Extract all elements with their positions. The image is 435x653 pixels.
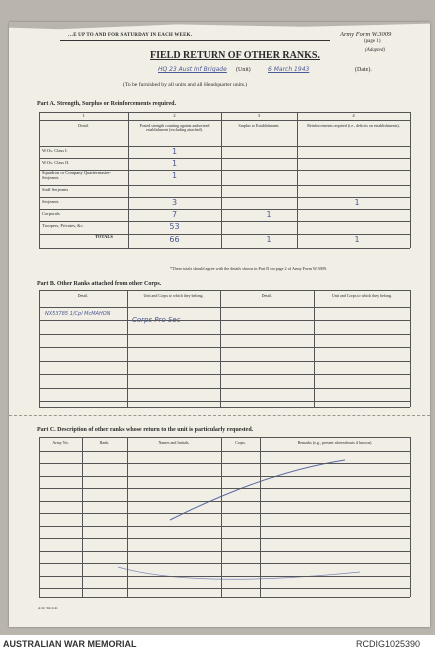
unit-label: (Unit) bbox=[236, 67, 251, 73]
part-b-col-header: Detail. bbox=[261, 293, 273, 298]
surplus-value: 1 bbox=[266, 210, 272, 219]
part-c-row-rule bbox=[39, 526, 410, 527]
part-c-row-rule bbox=[39, 563, 410, 564]
part-b-col-header: Unit and Corps to which they belong. bbox=[331, 293, 393, 298]
posted-strength-value: 53 bbox=[169, 222, 180, 231]
part-a-col-number: 4 bbox=[352, 113, 355, 118]
part-b-col-rule bbox=[127, 290, 128, 407]
part-b-row-rule bbox=[39, 401, 410, 402]
part-c-row-rule bbox=[39, 463, 410, 464]
part-c-row-rule bbox=[39, 501, 410, 502]
part-a-row-rule bbox=[39, 185, 410, 186]
adapted-note: (Adapted) bbox=[365, 48, 385, 53]
reinforcement-value: 1 bbox=[354, 235, 360, 244]
part-c-col-header: Remarks (e.g., present whereabouts if known). bbox=[297, 440, 373, 445]
pen-stroke-lower bbox=[118, 567, 360, 579]
part-a-col-rule bbox=[297, 112, 298, 248]
part-b-col-header: Unit and Corps to which they belong. bbox=[143, 293, 204, 298]
part-c-col-rule bbox=[127, 437, 128, 597]
part-a-num-rule bbox=[39, 120, 410, 121]
unit-value: HQ 23 Aust Inf Brigade bbox=[158, 66, 227, 73]
part-b-row-rule bbox=[39, 388, 410, 389]
part-b-row-rule bbox=[39, 320, 410, 321]
part-c-title: Part C. Description of other ranks whose return to the unit is particularly requested. bbox=[37, 427, 254, 433]
part-b-top-rule bbox=[39, 290, 410, 291]
print-code: A.W. 3m 2/41 bbox=[38, 606, 58, 610]
part-c-top-rule bbox=[39, 437, 410, 438]
part-c-row-rule bbox=[39, 538, 410, 539]
part-a-col-rule bbox=[39, 112, 40, 248]
posted-strength-value: 1 bbox=[171, 147, 178, 156]
form-title: FIELD RETURN OF OTHER RANKS. bbox=[150, 50, 320, 61]
page-indicator: (page 1) bbox=[364, 39, 381, 44]
part-c-row-rule bbox=[39, 551, 410, 552]
posted-strength-value: 7 bbox=[171, 210, 178, 219]
part-a-row-label: Troopers, Privates, &c. bbox=[42, 223, 84, 228]
part-a-row-label: Corporals bbox=[42, 211, 60, 216]
part-a-title: Part A. Strength, Surplus or Reinforcements required. bbox=[37, 101, 176, 107]
part-c-col-header: Names and Initials. bbox=[158, 440, 190, 445]
part-a-row-rule bbox=[39, 158, 410, 159]
form-instruction: …E UP TO AND FOR SATURDAY IN EACH WEEK. bbox=[68, 33, 193, 38]
part-c-col-header: Corps. bbox=[235, 440, 246, 445]
part-c-row-rule bbox=[39, 576, 410, 577]
posted-strength-value: 1 bbox=[171, 171, 178, 180]
posted-strength-value: 3 bbox=[171, 198, 178, 207]
part-b-col-header: Detail. bbox=[77, 293, 89, 298]
part-b-bottom-rule bbox=[39, 407, 410, 408]
part-a-row-label: TOTALS bbox=[95, 234, 113, 239]
part-a-col-number: 3 bbox=[257, 113, 261, 118]
part-b-row-rule bbox=[39, 347, 410, 348]
part-b-col-rule bbox=[314, 290, 315, 407]
part-c-col-rule bbox=[221, 437, 222, 597]
part-a-header-rule bbox=[39, 146, 410, 147]
part-c-row-rule bbox=[39, 588, 410, 589]
part-a-row-label: Squadron or Company Quartermaster-Serjeants bbox=[42, 170, 112, 180]
part-a-row-label: W.Os. Class II. bbox=[42, 160, 70, 165]
part-b-row-rule bbox=[39, 334, 410, 335]
part-a-col-rule bbox=[410, 112, 411, 248]
date-value: 6 March 1943 bbox=[268, 66, 310, 73]
part-a-row-label: W.Os. Class I. bbox=[42, 148, 68, 153]
part-b-row-rule bbox=[39, 361, 410, 362]
part-a-col-header: Detail. bbox=[78, 123, 89, 128]
part-a-bottom-rule bbox=[39, 248, 410, 249]
part-c-row-rule bbox=[39, 476, 410, 477]
part-a-col-header: Surplus to Establishment. bbox=[238, 123, 280, 128]
part-a-row-rule bbox=[39, 221, 410, 222]
part-c-bottom-rule bbox=[39, 597, 410, 598]
part-b-col-rule bbox=[39, 290, 40, 407]
pen-stroke-upper bbox=[170, 460, 345, 520]
attached-detail-entry: NX53785 1/Cpl McMAHON bbox=[45, 311, 111, 317]
part-b-row-rule bbox=[39, 374, 410, 375]
part-b-col-rule bbox=[410, 290, 411, 407]
part-b-header-rule bbox=[39, 307, 410, 308]
part-a-col-number: 2 bbox=[173, 113, 176, 118]
part-c-col-header: Rank. bbox=[99, 440, 110, 445]
part-c-col-rule bbox=[39, 437, 40, 597]
part-a-col-header: Reinforcements required (i.e., deficits on establishments). bbox=[307, 123, 400, 128]
part-c-row-rule bbox=[39, 488, 410, 489]
part-a-col-number: 1 bbox=[82, 113, 85, 118]
archive-id: RCDIG1025390 bbox=[356, 639, 421, 649]
part-a-col-header: Posted strength counting against authorized establishment (excluding attached). bbox=[139, 123, 210, 133]
posted-strength-value: 66 bbox=[169, 235, 180, 244]
part-a-row-label: Serjeants bbox=[42, 199, 59, 204]
part-c-row-rule bbox=[39, 513, 410, 514]
part-c-header-rule bbox=[39, 451, 410, 452]
archive-name: AUSTRALIAN WAR MEMORIAL bbox=[3, 639, 137, 649]
part-c-col-header: Army No. bbox=[52, 440, 69, 445]
part-a-col-rule bbox=[221, 112, 222, 248]
surplus-value: 1 bbox=[266, 235, 272, 244]
reinforcement-value: 1 bbox=[354, 198, 360, 207]
part-b-title: Part B. Other Ranks attached from other Corps. bbox=[37, 281, 162, 287]
part-a-row-rule bbox=[39, 209, 410, 210]
form-number: Army Form W.3009 bbox=[340, 31, 392, 38]
totals-note: *These totals should agree with the details shown in Part D on page 2 of Army Form W.3009. bbox=[170, 266, 327, 271]
part-c-col-rule bbox=[82, 437, 83, 597]
part-b-col-rule bbox=[220, 290, 221, 407]
part-c-col-rule bbox=[410, 437, 411, 597]
furnish-note: (To be furnished by all units and all Headquarter units.) bbox=[123, 82, 248, 88]
date-label: (Date). bbox=[355, 67, 372, 73]
posted-strength-value: 1 bbox=[171, 159, 178, 168]
attached-unit-entry: Corps Pro Sec bbox=[132, 316, 181, 324]
part-c-col-rule bbox=[260, 437, 261, 597]
part-a-row-label: Staff Serjeants bbox=[42, 187, 69, 192]
